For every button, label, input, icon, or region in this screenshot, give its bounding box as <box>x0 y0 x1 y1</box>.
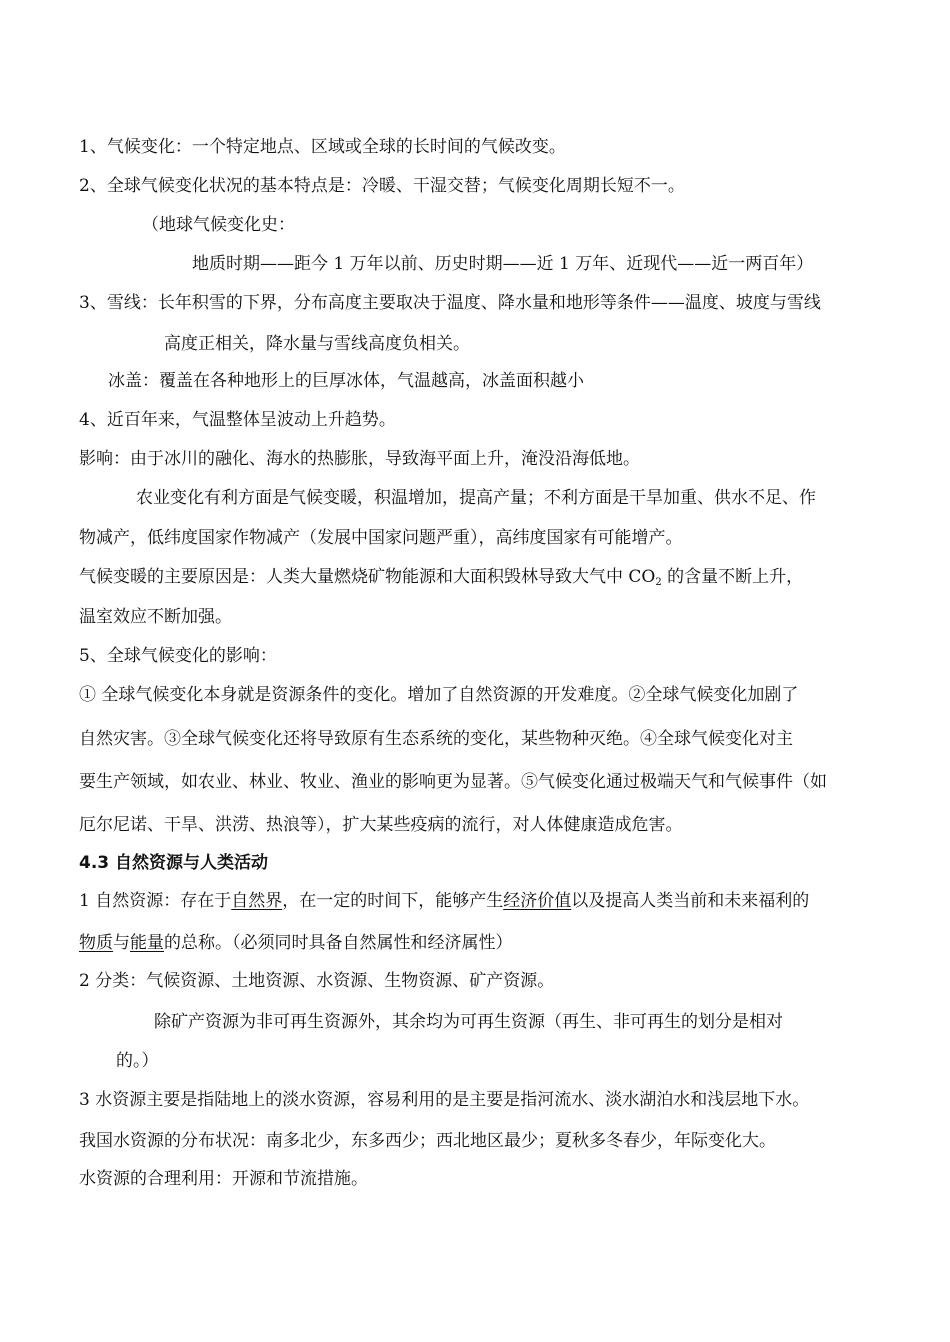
impact-agriculture-cont: 物减产，低纬度国家作物减产（发展中国家问题严重），高纬度国家有可能增产。 <box>79 528 683 548</box>
text-span: 1 自然资源：存在于 <box>79 891 232 911</box>
ice-cap-definition: 冰盖：覆盖在各种地形上的巨厚冰体，气温越高，冰盖面积越小 <box>108 371 584 391</box>
climate-change-features: 2、全球气候变化状况的基本特点是：冷暖、干湿交替；气候变化周期长短不一。 <box>79 176 685 196</box>
water-utilization: 水资源的合理利用：开源和节流措施。 <box>79 1169 368 1189</box>
climate-history-heading: （地球气候变化史： <box>142 215 295 235</box>
text-span: 以及提高人类当前和未来福利的 <box>571 891 810 911</box>
global-impacts-p4: 厄尔尼诺、干旱、洪涝、热浪等），扩大某些疫病的流行，对人体健康造成危害。 <box>79 815 683 835</box>
global-impacts-heading: 5、全球气候变化的影响： <box>79 646 277 666</box>
global-impacts-p3: 要生产领域，如农业、林业、牧业、渔业的影响更为显著。⑤气候变化通过极端天气和气候事件（如 <box>79 772 827 792</box>
water-distribution: 我国水资源的分布状况：南多北少，东多西少；西北地区最少；夏秋多冬春少，年际变化大。 <box>79 1131 776 1151</box>
text-span: 的总称。（必须同时具备自然属性和经济属性） <box>164 933 513 953</box>
climate-history-periods: 地质时期——距今 1 万年以前、历史时期——近 1 万年、近现代——近一两百年） <box>192 254 814 274</box>
underlined-term: 经济价值 <box>503 891 572 911</box>
snowline-definition: 3、雪线：长年积雪的下界，分布高度主要取决于温度、降水量和地形等条件——温度、坡度与雪线 <box>79 293 821 313</box>
impact-agriculture: 农业变化有利方面是气候变暖，积温增加，提高产量；不利方面是干旱加重、供水不足、作 <box>136 488 816 508</box>
natural-resource-definition-cont <box>79 932 513 954</box>
co2-subscript: 2 <box>655 577 662 588</box>
global-impacts-p2: 自然灾害。③全球气候变化还将导致原有生态系统的变化，某些物种灭绝。④全球气候变化对主 <box>79 729 793 749</box>
snowline-definition-cont: 高度正相关，降水量与雪线高度负相关。 <box>164 334 470 354</box>
global-impacts-p1: ① 全球气候变化本身就是资源条件的变化。增加了自然资源的开发难度。②全球气候变化加剧了 <box>79 685 799 705</box>
section-heading: 4.3 自然资源与人类活动 <box>79 853 269 873</box>
natural-resource-definition <box>79 890 809 912</box>
renewable-note: 除矿产资源为非可再生资源外，其余均为可再生资源（再生、非可再生的划分是相对 <box>154 1012 783 1032</box>
impact-sea-level: 影响：由于冰川的融化、海水的热膨胀，导致海平面上升，淹没沿海低地。 <box>79 449 640 469</box>
climate-change-definition: 1、气候变化：一个特定地点、区域或全球的长时间的气候改变。 <box>79 137 566 157</box>
underlined-term: 能量 <box>130 933 164 953</box>
text-span: 与 <box>113 933 130 953</box>
temperature-trend: 4、近百年来，气温整体呈波动上升趋势。 <box>79 410 396 430</box>
underlined-term: 自然界 <box>231 891 283 911</box>
water-resource-definition: 3 水资源主要是指陆地上的淡水资源，容易利用的是主要是指河流水、淡水湖泊水和浅层地下水。 <box>79 1090 810 1110</box>
warming-cause-cont: 温室效应不断加强。 <box>79 607 232 627</box>
warming-cause <box>79 566 803 588</box>
resource-classification: 2 分类：气候资源、土地资源、水资源、生物资源、矿产资源。 <box>79 971 555 991</box>
renewable-note-cont: 的。） <box>116 1051 159 1071</box>
text-span: ，在一定的时间下，能够产生 <box>282 891 504 911</box>
underlined-term: 物质 <box>79 933 113 953</box>
warming-cause-text: 气候变暖的主要原因是：人类大量燃烧矿物能源和大面积毁林导致大气中 CO <box>79 567 656 587</box>
warming-cause-text-end: 的含量不断上升， <box>661 567 804 587</box>
